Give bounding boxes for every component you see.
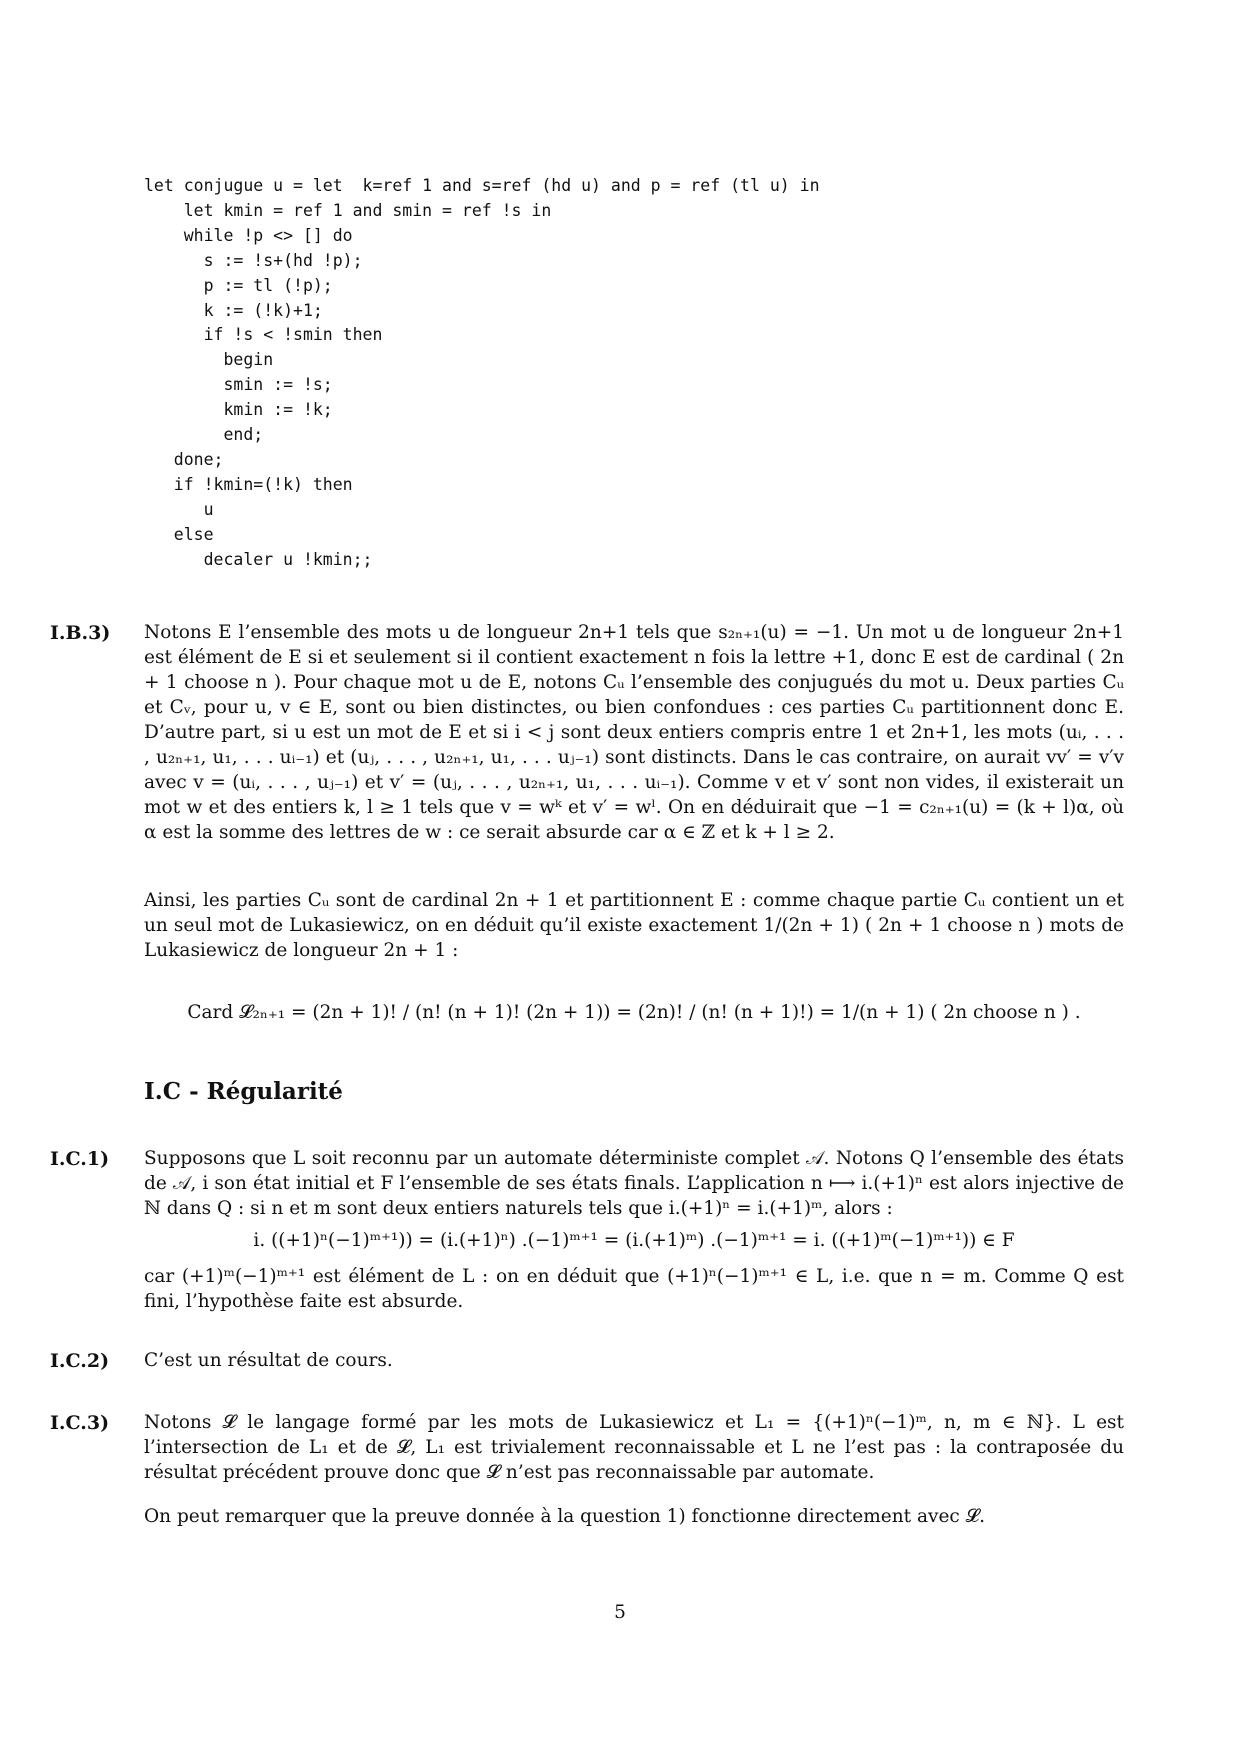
code-line: else (144, 524, 214, 544)
code-line: begin (144, 350, 274, 370)
code-line: done; (144, 449, 224, 469)
code-line: s := !s+(hd !p); (144, 250, 363, 270)
ib3-paragraph-2: Ainsi, les parties Cᵤ sont de cardinal 2n + 1 et partitionnent E : comme chaque partie Cᵤ contient un et un seul mot de Lukasiewicz, on en déduit qu’il existe exactement 1/(2n + 1) ( 2n + 1 choose n ) mots de Lukasiewicz de longueur 2n + 1 : (144, 890, 1124, 961)
section-label-ic2: I.C.2) (50, 1350, 110, 1372)
card-formula: Card 𝓛₂ₙ₊₁ = (2n + 1)! / (n! (n + 1)! (2n + 1)) = (2n)! / (n! (n + 1)!) = 1/(n + 1) ( 2n choose n ) . (187, 1002, 1081, 1023)
code-line: k := (!k)+1; (144, 300, 323, 320)
section-label-ic3: I.C.3) (50, 1412, 110, 1434)
code-line: if !s < !smin then (144, 325, 383, 345)
section-label-ib3: I.B.3) (50, 622, 111, 644)
page-number: 5 (614, 1602, 626, 1623)
code-line: let conjugue u = let k=ref 1 and s=ref (hd u) and p = ref (tl u) in (144, 176, 820, 195)
code-line: decaler u !kmin;; (144, 549, 373, 569)
ic1-paragraph-1: Supposons que L soit reconnu par un automate déterministe complet 𝒜. Notons Q l’ensemble des états de 𝒜, i son état initial et F l’ensemble de ses états finals. L’application n ⟼ i.(+1)ⁿ est alors injective de ℕ dans Q : si n et m sont deux entiers naturels tels que i.(+1)ⁿ = i.(+1)ᵐ, alors : (144, 1148, 1124, 1219)
code-line: p := tl (!p); (144, 275, 333, 295)
code-line: if !kmin=(!k) then (144, 474, 353, 494)
ic1-formula: i. ((+1)ⁿ(−1)ᵐ⁺¹)) = (i.(+1)ⁿ) .(−1)ᵐ⁺¹ = (i.(+1)ᵐ) .(−1)ᵐ⁺¹ = i. ((+1)ᵐ(−1)ᵐ⁺¹)) ∈ F (253, 1230, 1015, 1251)
ib3-paragraph-1: Notons E l’ensemble des mots u de longueur 2n+1 tels que s₂ₙ₊₁(u) = −1. Un mot u de longueur 2n+1 est élément de E si et seulement si il contient exactement n fois la lettre +1, donc E est de cardinal ( 2n + 1 choose n ). Pour chaque mot u de E, notons Cᵤ l’ensemble des conjugués du mot u. Deux parties Cᵤ et Cᵥ, pour u, v ∈ E, sont ou bien distinctes, ou bien confondues : ces parties Cᵤ partitionnent donc E. D’autre part, si u est un mot de E et si i < j sont deux entiers compris entre 1 et 2n+1, les mots (uᵢ, . . . , u₂ₙ₊₁, u₁, . . . uᵢ₋₁) et (uⱼ, . . . , u₂ₙ₊₁, u₁, . . . uⱼ₋₁) sont distincts. Dans le cas contraire, on aurait vv′ = v′v avec v = (uᵢ, . . . , uⱼ₋₁) et v′ = (uⱼ, . . . , u₂ₙ₊₁, u₁, . . . uᵢ₋₁). Comme v et v′ sont non vides, il existerait un mot w et des entiers k, l ≥ 1 tels que v = wᵏ et v′ = wˡ. On en déduirait que −1 = c₂ₙ₊₁(u) = (k + l)α, où α est la somme des lettres de w : ce serait absurde car α ∈ ℤ et k + l ≥ 2. (144, 622, 1124, 843)
code-line: kmin := !k; (144, 400, 333, 420)
section-heading-ic: I.C - Régularité (144, 1078, 343, 1105)
code-line: while !p <> [] do (144, 225, 353, 245)
section-label-ic1: I.C.1) (50, 1148, 110, 1170)
ic3-paragraph-2: On peut remarquer que la preuve donnée à la question 1) fonctionne directement avec 𝓛. (144, 1506, 985, 1527)
ic2-paragraph: C’est un résultat de cours. (144, 1350, 393, 1371)
ic1-paragraph-2: car (+1)ᵐ(−1)ᵐ⁺¹ est élément de L : on en déduit que (+1)ⁿ(−1)ᵐ⁺¹ ∈ L, i.e. que n = m. Comme Q est fini, l’hypothèse faite est absurde. (144, 1266, 1124, 1312)
code-line: let kmin = ref 1 and smin = ref !s in (144, 200, 552, 220)
ic3-paragraph-1: Notons 𝓛 le langage formé par les mots de Lukasiewicz et L₁ = {(+1)ⁿ(−1)ᵐ, n, m ∈ ℕ}. L est l’intersection de L₁ et de 𝓛, L₁ est trivialement reconnaissable et L ne l’est pas : la contraposée du résultat précédent prouve donc que 𝓛 n’est pas reconnaissable par automate. (144, 1412, 1124, 1483)
code-line: smin := !s; (144, 375, 333, 395)
ocaml-code-block (144, 174, 820, 573)
code-line: end; (144, 425, 264, 445)
code-line: u (144, 499, 214, 519)
